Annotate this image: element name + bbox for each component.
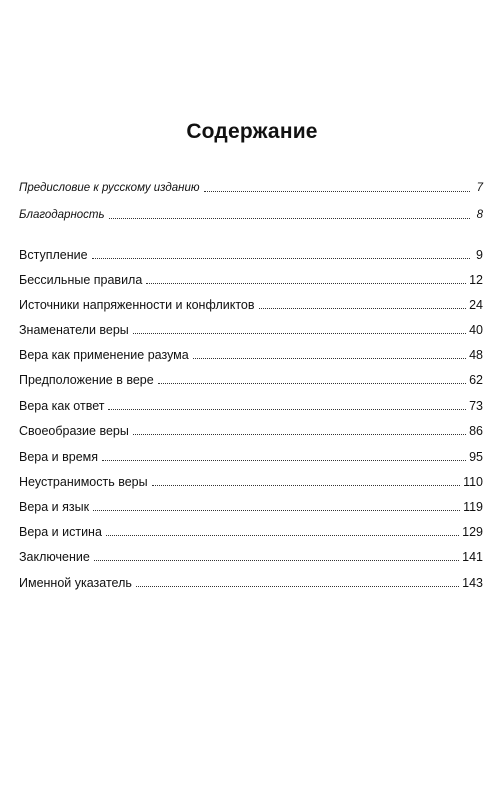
toc-entry-page: 62: [469, 373, 483, 387]
toc-entry: [19, 419, 483, 439]
toc-entry-page: 110: [463, 475, 483, 489]
toc-entry: [19, 268, 483, 288]
toc-entry-label: Вера и истина: [19, 525, 102, 539]
dot-leader: [106, 535, 459, 536]
toc-entry: [19, 520, 483, 540]
toc-entry-label: Предположение в вере: [19, 373, 154, 387]
dot-leader: [193, 358, 466, 359]
toc-entry: [19, 368, 483, 388]
toc-entry: [19, 243, 483, 263]
toc-entry: [19, 571, 483, 591]
toc-entry-page: 141: [462, 550, 483, 564]
toc-entry-page: 12: [469, 273, 483, 287]
toc-entry: [19, 445, 483, 465]
dot-leader: [93, 510, 460, 511]
toc-entry-label: Именной указатель: [19, 576, 132, 590]
dot-leader: [158, 383, 466, 384]
toc-entry: [19, 343, 483, 363]
dot-leader: [109, 218, 470, 219]
toc-entry-preface: [19, 176, 483, 196]
toc-entry-label: Неустранимость веры: [19, 475, 148, 489]
toc-entry-label: Предисловие к русскому изданию: [19, 182, 200, 194]
dot-leader: [133, 333, 466, 334]
toc-entry-label: Заключение: [19, 550, 90, 564]
toc-entry-page: 143: [462, 576, 483, 590]
dot-leader: [259, 308, 467, 309]
toc-entry-page: 24: [469, 298, 483, 312]
dot-leader: [133, 434, 466, 435]
dot-leader: [152, 485, 460, 486]
dot-leader: [204, 191, 470, 192]
toc-entry-page: 7: [476, 182, 483, 194]
page-title: Содержание: [186, 120, 318, 143]
toc-entry-label: Вера и время: [19, 450, 99, 464]
toc-entry: [19, 293, 483, 313]
dot-leader: [102, 460, 466, 461]
toc-entry-label: Источники напряженности и конфликтов: [19, 298, 255, 312]
toc-entry-page: 95: [469, 450, 483, 464]
toc-entry: [19, 318, 483, 338]
toc-entry-label: Бессильные правила: [19, 273, 143, 287]
toc-entry: [19, 495, 483, 515]
toc-entry-label: Вступление: [19, 248, 88, 262]
dot-leader: [108, 409, 466, 410]
toc-entry-label: Своеобразие веры: [19, 424, 129, 438]
dot-leader: [136, 586, 459, 587]
toc-entry-page: 9: [476, 248, 483, 262]
toc-entry-page: 129: [462, 525, 483, 539]
toc-entry-label: Вера как ответ: [19, 399, 105, 413]
toc-entry: [19, 394, 483, 414]
toc-entry-page: 86: [469, 424, 483, 438]
toc-entry: [19, 545, 483, 565]
toc-entry-acknowledgements: [19, 203, 483, 223]
toc-entry-page: 48: [469, 348, 483, 362]
dot-leader: [146, 283, 466, 284]
toc-entry-label: Вера и язык: [19, 500, 90, 514]
toc-entry-label: Знаменатели веры: [19, 323, 129, 337]
toc-entry: [19, 470, 483, 490]
toc-entry-label: Вера как применение разума: [19, 348, 189, 362]
dot-leader: [94, 560, 459, 561]
toc-entry-label: Благодарность: [19, 209, 105, 221]
toc-entry-page: 119: [463, 500, 483, 514]
toc-entry-page: 73: [469, 399, 483, 413]
dot-leader: [92, 258, 470, 259]
toc-entry-page: 40: [469, 323, 483, 337]
toc-entry-page: 8: [476, 209, 483, 221]
